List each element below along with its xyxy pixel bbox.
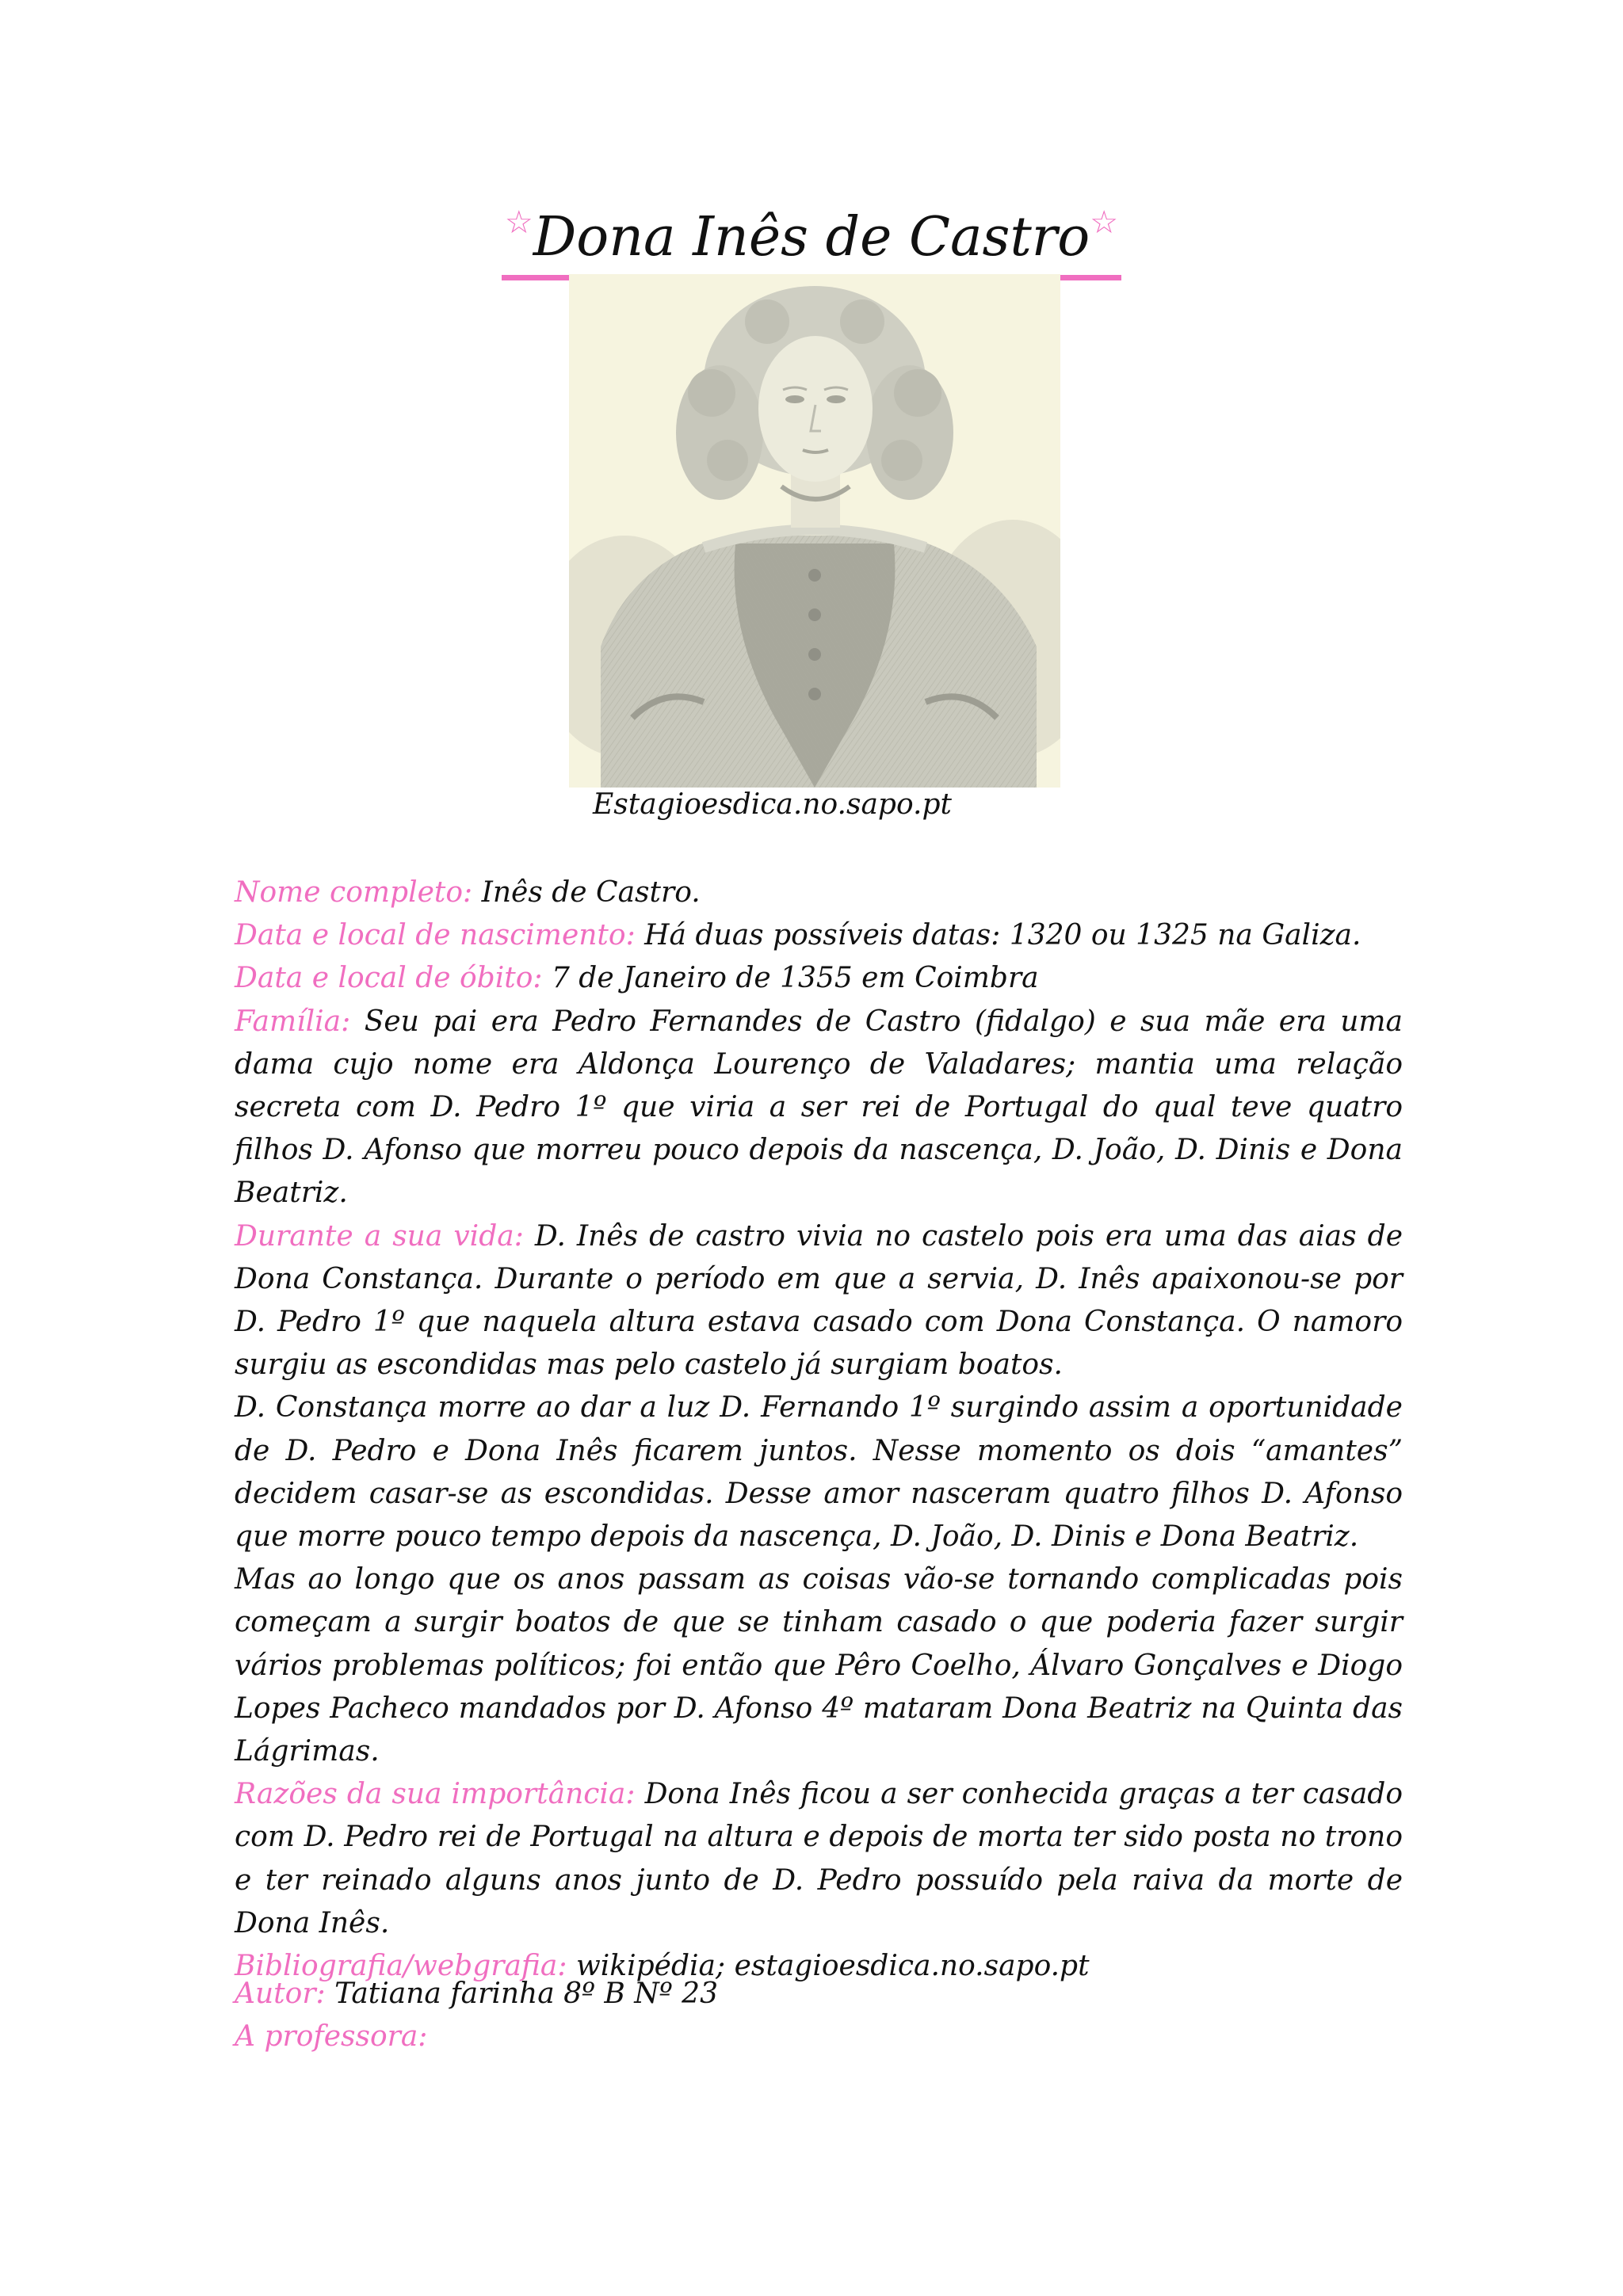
- field-value: wikipédia; estagioesdica.no.sapo.pt: [567, 1950, 1090, 1983]
- paragraph-vida-2: D. Constança morre ao dar a luz D. Fernando 1º surgindo assim a oportunidade de D. Pedro e Dona Inês ficarem juntos. Nesse momento os dois “amantes” decidem casar-se as escondidas. Desse amor nasceram quatro filhos D. Afonso que morre pouco tempo depois da nascença, D. João, D. Dinis e Dona Beatriz.: [235, 1391, 1403, 1554]
- field-autor: [235, 1973, 1403, 2016]
- field-value: 7 de Janeiro de 1355 em Coimbra: [542, 962, 1039, 995]
- field-familia: [235, 1001, 1403, 1215]
- document-body: [235, 871, 1403, 1988]
- signatures-block: [235, 1973, 1403, 2058]
- field-label: A professora:: [235, 2020, 428, 2054]
- field-obito: [235, 957, 1403, 1000]
- paragraph-vida-3: Mas ao longo que os anos passam as coisas vão-se tornando complicadas pois começam a surgir boatos de que se tinham casado o que poderia fazer surgir vários problemas políticos; foi então que Pêro Coelho, Álvaro Gonçalves e Diogo Lopes Pacheco mandados por D. Afonso 4º mataram Dona Beatriz na Quinta das Lágrimas.: [235, 1563, 1403, 1768]
- field-nome: [235, 871, 1403, 914]
- page-title: [502, 189, 1121, 280]
- star-icon: ☆: [1090, 204, 1119, 241]
- field-value: Seu pai era Pedro Fernandes de Castro (fidalgo) e sua mãe era uma dama cujo nome era Aldonça Lourenço de Valadares; mantia uma relação secreta com D. Pedro 1º que viria a ser rei de Portugal do qual teve quatro filhos D. Afonso que morreu pouco depois da nascença, D. João, D. Dinis e Dona Beatriz.: [235, 1005, 1403, 1210]
- star-icon: ☆: [504, 204, 533, 241]
- field-nascimento: [235, 914, 1403, 957]
- title-text: Dona Inês de Castro: [533, 206, 1090, 269]
- field-label: Família:: [235, 1005, 351, 1038]
- field-label: Bibliografia/webgrafia:: [235, 1950, 567, 1983]
- field-label: Razões da sua importância:: [235, 1778, 636, 1811]
- field-label: Durante a sua vida:: [235, 1219, 524, 1253]
- field-value: Inês de Castro.: [472, 876, 701, 909]
- field-value: Dona Inês ficou a ser conhecida graças a ter casado com D. Pedro rei de Portugal na altura e depois de morta ter sido posta no trono e ter reinado alguns anos junto de D. Pedro possuído pela raiva da morte de Dona Inês.: [235, 1778, 1403, 1939]
- field-label: Nome completo:: [235, 876, 473, 909]
- title-wrap: [0, 189, 1623, 280]
- field-label: Autor:: [235, 1978, 326, 2010]
- portrait-engraving-image: [569, 274, 1060, 788]
- field-vida: [235, 1215, 1403, 1387]
- field-razoes: [235, 1773, 1403, 1945]
- portrait-drawing: [569, 274, 1060, 788]
- field-label: Data e local de nascimento:: [235, 919, 636, 952]
- field-professora: [235, 2016, 1403, 2058]
- image-caption: Estagioesdica.no.sapo.pt: [593, 788, 952, 821]
- field-value: Tatiana farinha 8º B Nº 23: [325, 1978, 718, 2010]
- field-value: D. Inês de castro vivia no castelo pois era uma das aias de Dona Constança. Durante o período em que a servia, D. Inês apaixonou-se por D. Pedro 1º que naquela altura estava casado com Dona Constança. O namoro surgiu as escondidas mas pelo castelo já surgiam boatos.: [235, 1219, 1403, 1382]
- field-value: Há duas possíveis datas: 1320 ou 1325 na Galiza.: [635, 919, 1361, 952]
- field-label: Data e local de óbito:: [235, 962, 543, 995]
